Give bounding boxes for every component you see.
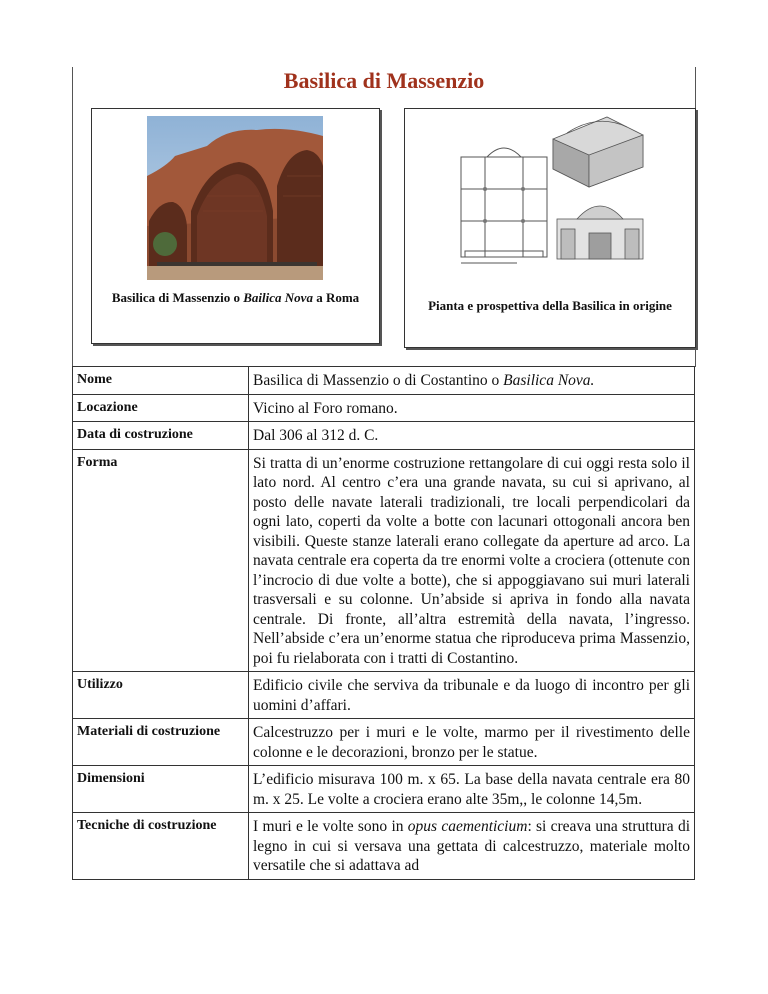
table-row: [73, 422, 695, 450]
table-row: [73, 719, 695, 766]
value-italic: opus caementicium: [407, 818, 528, 835]
basilica-ruins-image: [147, 116, 323, 280]
row-key: Forma: [73, 449, 249, 672]
value-text: I muri e le volte sono in: [253, 818, 408, 835]
page-bottom-margin: [0, 914, 768, 994]
table-row: [73, 449, 695, 672]
table-row: [73, 394, 695, 422]
basilica-photo: [147, 116, 323, 280]
plan-drawing: [457, 109, 645, 269]
row-key: Locazione: [73, 394, 249, 422]
floor-plan-illustration: [457, 109, 645, 269]
caption-text: Basilica di Massenzio o: [111, 290, 244, 305]
value-italic: Basilica Nova.: [503, 372, 595, 389]
row-value: L’edificio misurava 100 m. x 65. La base della navata centrale era 80 m. x 25. Le volte a crociera erano alte 35m,, le colonne 14,5m.: [249, 766, 695, 813]
row-value: [249, 813, 695, 880]
row-value: [249, 367, 695, 395]
info-table: [72, 366, 695, 880]
caption-text: a Roma: [312, 290, 360, 305]
row-key: Nome: [73, 367, 249, 395]
figure-plan-card: [404, 108, 696, 348]
figure2-caption: Pianta e prospettiva della Basilica in origine: [428, 298, 672, 313]
row-key: Data di costruzione: [73, 422, 249, 450]
row-value: Calcestruzzo per i muri e le volte, marmo per il rivestimento delle colonne e le decorazioni, bronzo per le statue.: [249, 719, 695, 766]
row-key: Materiali di costruzione: [73, 719, 249, 766]
row-value: Edificio civile che serviva da tribunale e da luogo di incontro per gli uomini d’affari.: [249, 672, 695, 719]
table-row: [73, 672, 695, 719]
figure1-caption: [100, 289, 371, 307]
row-key: Utilizzo: [73, 672, 249, 719]
row-value: Dal 306 al 312 d. C.: [249, 422, 695, 450]
row-value: Vicino al Foro romano.: [249, 394, 695, 422]
page-title: Basilica di Massenzio: [283, 68, 485, 93]
table-row: [73, 367, 695, 395]
table-row: [73, 766, 695, 813]
table-row: [73, 813, 695, 880]
row-key: Tecniche di costruzione: [73, 813, 249, 880]
caption-italic: Bailica Nova: [243, 290, 313, 305]
row-key: Dimensioni: [73, 766, 249, 813]
value-text: Basilica di Massenzio o di Costantino o: [253, 372, 504, 389]
value-text: : si creava una struttura di legno in cui si versava una gettata di calcestruzzo, materiale molto versatile che si adattava ad: [253, 818, 690, 874]
figure-photo-card: [91, 108, 380, 344]
row-value: Si tratta di un’enorme costruzione rettangolare di cui oggi resta solo il lato nord. Al centro c’era una grande navata, su cui si aprivano, al posto delle navate laterali tradizionali, tre locali perpendicolari da ogni lato, coperti da volte a botte con lacunari ottogonali ancora ben visibili. Queste stanze laterali erano collegate da aperture ad arco. La navata centrale era coperta da tre enormi volte a crociera (ottenute con l’incrocio di due volte a botte), che si appoggiavano sui muri laterali trasversali e su colonne. Un’abside si apriva in fondo alla navata centrale. Di fronte, all’altra estremità della navata, l’ingresso. Nell’abside c’era un’enorme statua che riproduceva prima Massenzio, poi fu rielaborata con i tratti di Costantino.: [249, 449, 695, 672]
